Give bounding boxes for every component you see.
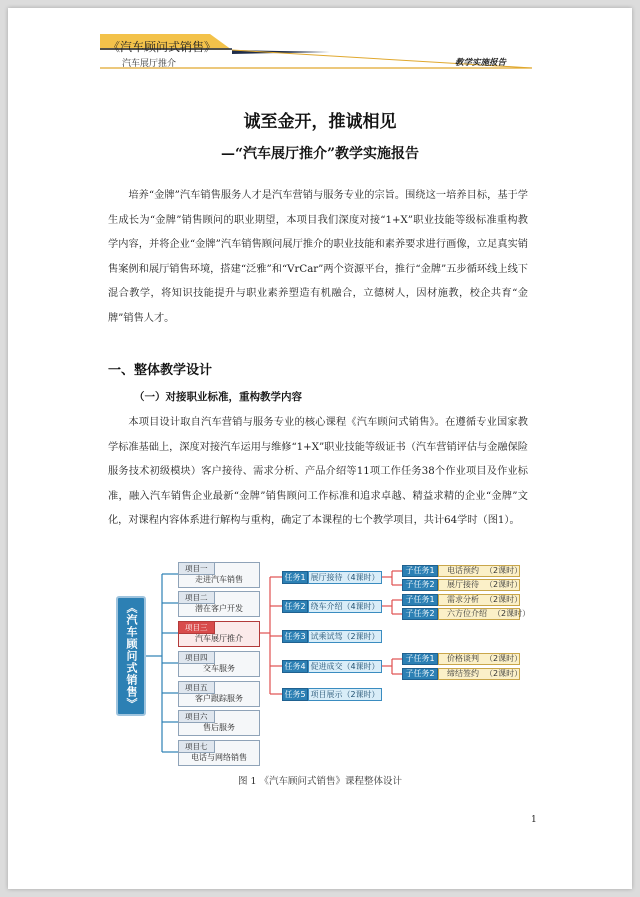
project-name: 潜在客户开发 bbox=[195, 604, 243, 613]
header-report-type: 教学实施报告 bbox=[455, 58, 507, 68]
header-course-title: 《汽车顾问式销售》 bbox=[108, 40, 217, 54]
subsection-heading: （一）对接职业标准，重构教学内容 bbox=[134, 391, 302, 403]
project-name: 电话与网络销售 bbox=[191, 753, 247, 762]
subtask-hours: （2课时） bbox=[485, 669, 523, 678]
figure-caption: 图 1 《汽车顾问式销售》课程整体设计 bbox=[237, 776, 403, 787]
project-tag: 项目六 bbox=[178, 710, 215, 723]
project-tag: 项目二 bbox=[178, 591, 215, 604]
subtask-hours: （2课时） bbox=[485, 595, 523, 604]
subtask-tag: 子任务2 bbox=[402, 668, 438, 680]
subtask-hours: （2课时） bbox=[485, 580, 523, 589]
task-tag: 任务4 bbox=[282, 660, 308, 673]
subtask-hours: （2课时） bbox=[485, 566, 523, 575]
page-number: 1 bbox=[531, 815, 537, 825]
body-paragraph: 本项目设计取自汽车营销与服务专业的核心课程《汽车顾问式销售》。在遵循专业国家教学标准基础上，深度对接汽车运用与维修“1+X”职业技能等级证书（汽车营销评估与金融保险服务技术初级模块）客户接待、需求分析、产品介绍等11项工作任务38个作业项目及作业标准，融入汽车销售企业最新“金牌”销售顾问工作标准和追求卓越、精益求精的企业“金牌”文化，对课程内容体系进行解构与重构，确定了本课程的七个教学项目，共计64学时（图1）。 bbox=[108, 417, 528, 527]
project-name: 走进汽车销售 bbox=[195, 575, 243, 584]
subtask-name: 电话预约 bbox=[447, 566, 479, 575]
page-subtitle: —“汽车展厅推介”教学实施报告 bbox=[220, 146, 420, 162]
subtask-name: 展厅接待 bbox=[447, 580, 479, 589]
subtask-tag: 子任务1 bbox=[402, 653, 438, 665]
project-name: 汽车展厅推介 bbox=[195, 634, 243, 643]
subtask-tag: 子任务2 bbox=[402, 579, 438, 591]
task-tag: 任务1 bbox=[282, 571, 308, 584]
subtask-tag: 子任务2 bbox=[402, 608, 438, 620]
task-name: 展厅接待（4课时） bbox=[308, 571, 382, 584]
task-name: 绕车介绍（4课时） bbox=[308, 600, 382, 613]
project-tag: 项目一 bbox=[178, 562, 215, 575]
subtask-name: 六方位介绍 bbox=[447, 609, 487, 618]
subtask-tag: 子任务1 bbox=[402, 565, 438, 577]
task-tag: 任务2 bbox=[282, 600, 308, 613]
project-name: 客户跟踪服务 bbox=[195, 694, 243, 703]
task-tag: 任务5 bbox=[282, 688, 308, 701]
subtask-hours: （2课时） bbox=[485, 654, 523, 663]
page-title: 诚至金开，推诚相见 bbox=[243, 112, 397, 132]
subtask-name: 需求分析 bbox=[447, 595, 479, 604]
course-label-text: 《汽车顾问式销售》 bbox=[125, 602, 138, 710]
intro-paragraph: 培养“金牌”汽车销售服务人才是汽车营销与服务专业的宗旨。围绕这一培养目标，基于学生成长为“金牌”销售顾问的职业期望，本项目我们深度对接“1+X”职业技能等级标准重构教学内容，并将企业“金牌”汽车销售顾问展厅推介的职业技能和素养要求进行画像，立足真实销售案例和展厅销售环境，搭建“泛雅”和“VrCar”两个资源平台，推行“金牌”五步循环线上线下混合教学，将知识技能提升与职业素养塑造有机融合，立德树人，因材施教，校企共育“金牌”销售人才。 bbox=[108, 190, 528, 324]
project-tag: 项目七 bbox=[178, 740, 215, 753]
header-decoration bbox=[0, 0, 640, 120]
project-tag: 项目三 bbox=[178, 621, 215, 634]
task-name: 促进成交（4课时） bbox=[308, 660, 382, 673]
task-tag: 任务3 bbox=[282, 630, 308, 643]
subtask-name: 缔结签约 bbox=[447, 669, 479, 678]
project-tag: 项目五 bbox=[178, 681, 215, 694]
task-name: 项目展示（2课时） bbox=[308, 688, 382, 701]
subtask-hours: （2课时） bbox=[493, 609, 531, 618]
project-name: 交车服务 bbox=[203, 664, 235, 673]
project-tag: 项目四 bbox=[178, 651, 215, 664]
subtask-tag: 子任务1 bbox=[402, 594, 438, 606]
section-heading: 一、整体教学设计 bbox=[108, 363, 213, 378]
task-name: 试乘试驾（2课时） bbox=[308, 630, 382, 643]
header-project-name: 汽车展厅推介 bbox=[122, 59, 177, 69]
subtask-name: 价格谈判 bbox=[447, 654, 479, 663]
project-name: 售后服务 bbox=[203, 723, 235, 732]
